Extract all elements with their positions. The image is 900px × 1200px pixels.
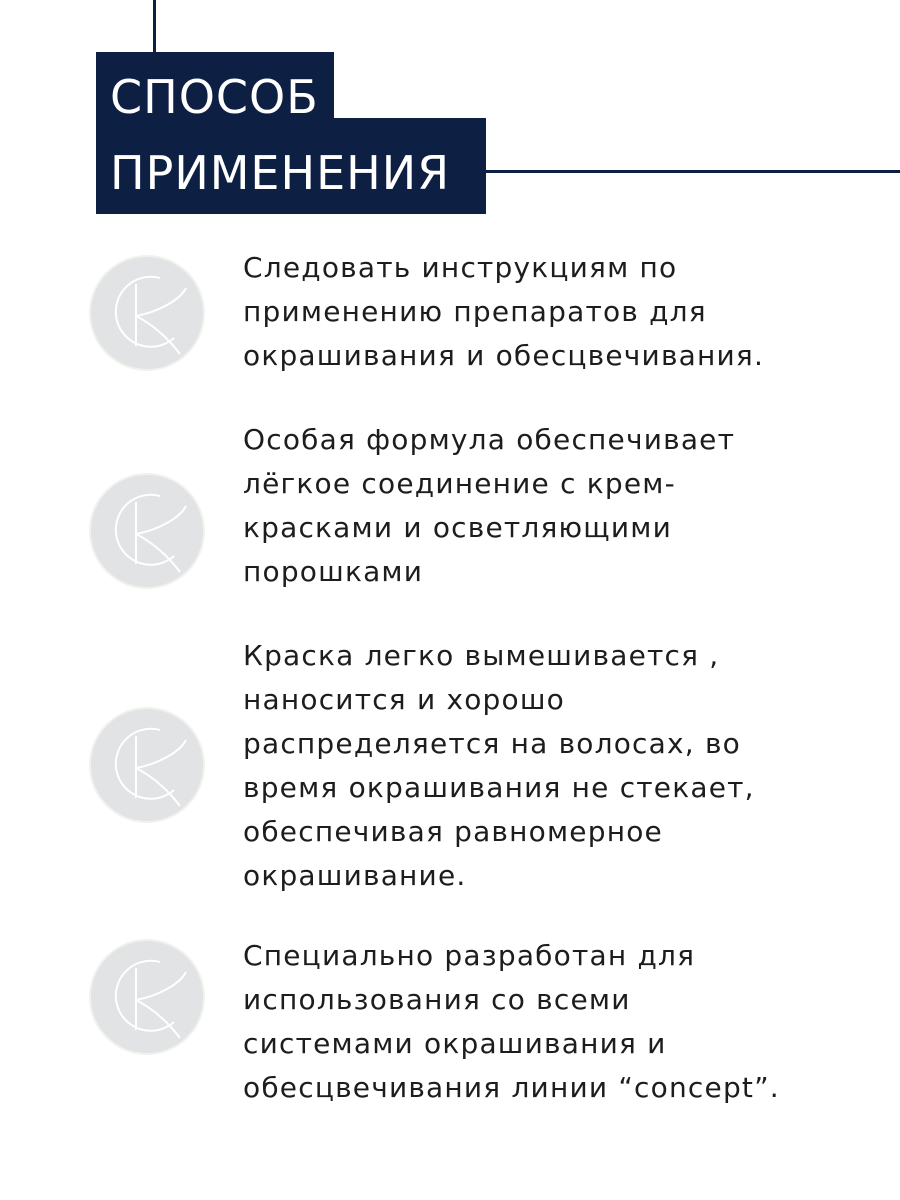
item-text: Особая формула обеспечивает лёгкое соединение с крем- красками и осветляющими порошками [243, 423, 736, 588]
brand-logo-icon [88, 706, 206, 824]
item-text: Краска легко вымешивается , наносится и хорошо распределяется на волосах, во время окрашивания не стекает, обеспечивая равномерное окрашивание. [243, 639, 755, 892]
title-line-1: СПОСОБ [96, 52, 334, 124]
brand-logo-icon [88, 472, 206, 590]
title-line-2: ПРИМЕНЕНИЯ [96, 118, 486, 214]
brand-logo-icon [88, 938, 206, 1056]
item-text: Специально разработан для использования со всеми системами окрашивания и обесцвечивания линии “concept”. [243, 939, 780, 1104]
title-horizontal-line [484, 170, 900, 173]
brand-logo-icon [88, 254, 206, 372]
top-vertical-line [153, 0, 156, 52]
item-text: Следовать инструкциям по применению препаратов для окрашивания и обесцвечивания. [243, 251, 765, 372]
